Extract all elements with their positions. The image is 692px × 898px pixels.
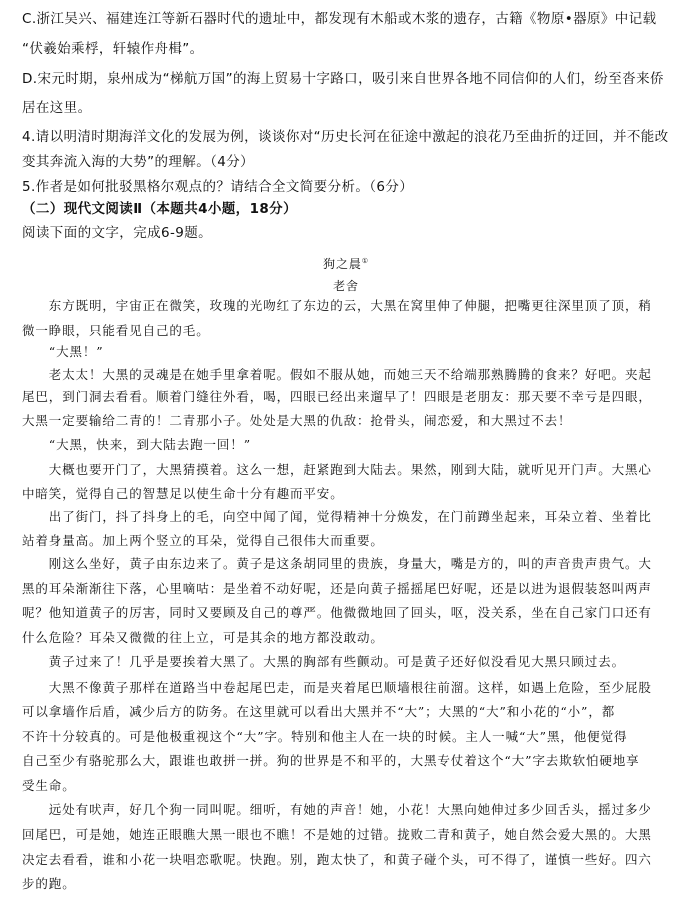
- option-c-line-1: C.浙江吴兴、福建连江等新石器时代的遗址中，都发现有木船或木浆的遗存，古籍《物原•器原》中记载: [22, 11, 657, 27]
- section-heading: （二）现代文阅读Ⅱ（本题共4小题，18分）: [22, 201, 297, 217]
- story-line: 东方既明，宇宙正在微笑，玫瑰的光吻红了东边的云，大黑在窝里伸了伸腿，把嘴更往深里顶了顶，稍: [22, 298, 652, 313]
- story-line: 微一睁眼，只能看见自己的毛。: [22, 323, 210, 338]
- story-line: 中暗笑，觉得自己的智慧足以使生命十分有趣而平安。: [22, 486, 344, 501]
- story-line: 决定去看看，谁和小花一块唱恋歌呢。快跑。别，跑太快了，和黄子碰个头，可不得了，谨慎一些好。四六: [22, 852, 652, 867]
- story-line: 大黑不像黄子那样在道路当中卷起尾巴走，而是夹着尾巴顺墙根往前溜。这样，如遇上危险，至少屁股: [22, 680, 652, 695]
- story-line: 出了街门，抖了抖身上的毛，向空中闻了闻，觉得精神十分焕发，在门前蹲坐起来，耳朵立着、坐着比: [22, 509, 652, 524]
- story-line: 大黑一定要输给二青的！二青那小子。处处是大黑的仇敌：抢骨头，闹恋爱，和大黑过不去！: [22, 413, 572, 428]
- option-c-line-2: “伏羲始乘桴，轩辕作舟楫”。: [22, 41, 204, 57]
- story-line: 远处有吠声，好几个狗一同叫呢。细听，有她的声音！她，小花！大黑向她伸过多少回舌头，摇过多少: [22, 802, 652, 817]
- question-4-line-1: 4.请以明清时期海洋文化的发展为例，谈谈你对“历史长河在征途中激起的浪花乃至曲折的迂回，并不能改: [22, 129, 669, 145]
- story-title: [0, 250, 692, 275]
- story-line: 可以拿墙作后盾，减少后方的防务。在这里就可以看出大黑并不“大”；大黑的“大”和小花的“小”，都: [22, 704, 616, 719]
- story-line: 步的跑。: [22, 876, 76, 891]
- story-author: 老舍: [333, 279, 359, 293]
- question-5: 5.作者是如何批驳黑格尔观点的？请结合全文简要分析。（6分）: [22, 179, 414, 195]
- story-title-footnote: ①: [361, 257, 369, 265]
- story-line: 回尾巴，可是她，她连正眼瞧大黑一眼也不瞧！不是她的过错。拢败二青和黄子，她自然会爱大黑的。大黑: [22, 827, 652, 842]
- option-d-line-1: D.宋元时期，泉州成为“梯航万国”的海上贸易十字路口，吸引来自世界各地不同信仰的人们，纷至沓来侨: [22, 71, 664, 87]
- question-4-line-2: 变其奔流入海的大势”的理解。（4分）: [22, 154, 255, 170]
- story-line: 站着身量高。加上两个竖立的耳朵，觉得自己很伟大而重要。: [22, 533, 384, 548]
- story-line: 受生命。: [22, 778, 76, 793]
- story-line: “大黑，快来，到大陆去跑一回！”: [22, 437, 251, 452]
- story-title-text: 狗之晨: [323, 257, 362, 271]
- story-line: 黄子过来了！几乎是要挨着大黑了。大黑的胸部有些颤动。可是黄子还好似没看见大黑只顾过去。: [22, 654, 626, 669]
- story-line: 呢？他知道黄子的厉害，同时又要顾及自己的尊严。他微微地回了回头，呕，没关系，坐在自己家门口还有: [22, 605, 652, 620]
- story-line: 什么危险？耳朵又微微的往上立，可是其余的地方都没敢动。: [22, 630, 384, 645]
- instruction: 阅读下面的文字，完成6-9题。: [22, 225, 213, 241]
- story-line: “大黑！”: [22, 344, 104, 359]
- story-line: 老太太！大黑的灵魂是在她手里拿着呢。假如不服从她，而她三天不给端那熟腾腾的食来？好吧。夹起: [22, 367, 652, 382]
- story-line: 自己至少有骆驼那么大，跟谁也敢拼一拼。狗的世界是不和平的，大黑专仗着这个“大”字去欺软怕硬地享: [22, 753, 640, 768]
- story-line: 大概也要开门了，大黑猜摸着。这么一想，赶紧跑到大陆去。果然，刚到大陆，就听见开门声。大黑心: [22, 462, 652, 477]
- story-line: 尾巴，到门洞去看看。顺着门缝往外看，喝，四眼已经出来遛早了！四眼是老朋友：那天要不幸亏是四眼，: [22, 389, 652, 404]
- story-line: 刚这么坐好，黄子由东边来了。黄子是这条胡同里的贵族，身量大，嘴是方的，叫的声音贵声贵气。大: [22, 556, 652, 571]
- story-line: 黑的耳朵渐渐往下落，心里嘀咕：是坐着不动好呢，还是向黄子摇摇尾巴好呢，还是以进为退假装怒叫两声: [22, 581, 652, 596]
- option-d-line-2: 居在这里。: [22, 100, 92, 116]
- story-line: 不许十分较真的。可是他极重视这个“大”字。特别和他主人在一块的时候。主人一喊“大”黑，他便觉得: [22, 729, 628, 744]
